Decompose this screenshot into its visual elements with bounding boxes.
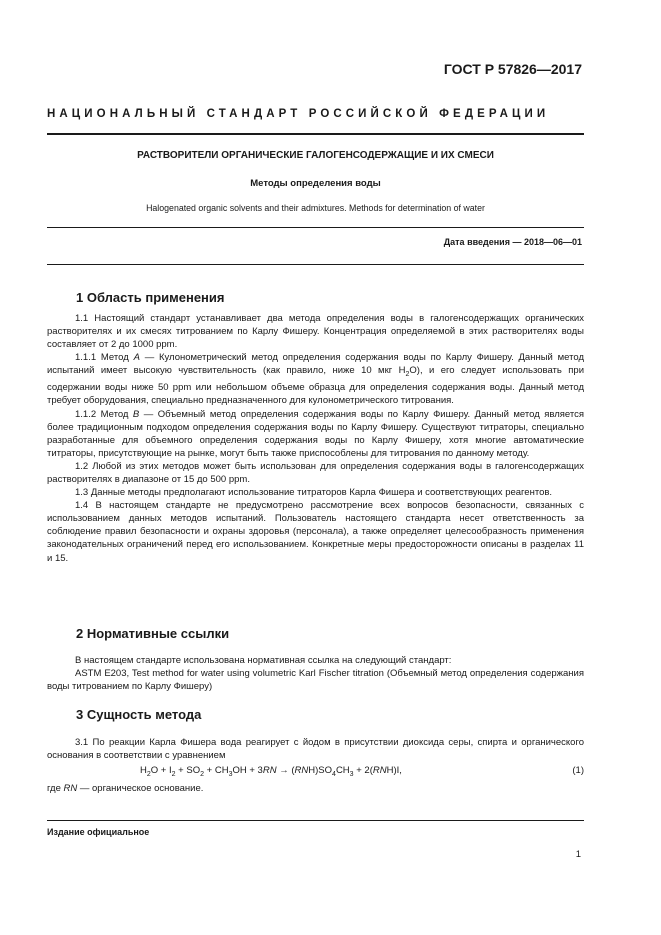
introduction-date: Дата введения — 2018—06—01	[443, 237, 582, 247]
method-letter-a: A	[133, 352, 140, 364]
page-number: 1	[575, 849, 581, 860]
where-text: — органическое основание.	[77, 783, 204, 794]
method-letter-b: B	[132, 408, 140, 420]
document-number: ГОСТ Р 57826—2017	[443, 61, 582, 77]
section-1-heading: 1 Область применения	[76, 290, 225, 305]
equation-number: (1)	[572, 765, 584, 776]
title-divider	[47, 227, 584, 228]
p2-sub: 2	[405, 371, 410, 379]
p2-c: O), и его следует использовать при содержании воды ниже 50 ppm или небольшом объеме образца для определения содержания воды. Данный метод требует оборудования, специально предназначенного для кулонометрического титрования.	[47, 365, 584, 407]
p2-a: 1.1.1 Метод	[75, 352, 134, 364]
p3-a: 1.1.2 Метод	[75, 408, 133, 420]
paragraph-1-1: 1.1 Настоящий стандарт устанавливает два метода определения воды в галогенсодержащих органических растворителях и их смесях титрованием по Карлу Фишеру. Концентрация определяемой в этих растворителях воды составляет от 2 до 1000 ppm.	[47, 313, 584, 351]
section-1-body	[47, 312, 584, 565]
standard-subtitle: Методы определения воды	[250, 178, 381, 189]
rn-symbol: RN	[63, 783, 78, 794]
footer-divider	[47, 820, 584, 821]
paragraph-2-2: ASTM E203, Test method for water using volumetric Karl Fischer titration (Объемный метод определения содержания воды титрованием по Карлу Фишеру)	[47, 668, 584, 693]
header-divider	[47, 133, 584, 135]
equation-body: $H_2O + I_2 + SO_2 + CH_3OH + 3RN \to (RNH)SO_4CH_3 + 2(RNH)I$,	[140, 765, 402, 778]
official-edition-label: Издание официальное	[47, 827, 150, 837]
date-divider	[47, 264, 584, 265]
p3-b: — Объемный метод определения содержания воды по Карлу Фишеру. Данный метод является более традиционным подходом определения содержания воды по Карлу Фишеру. Существуют титраторы, специально разработанные для объемного определения содержания воды по Карлу Фишеру, хотя многие автоматические титраторы, присутствующие на рынке, могут быть также приспособлены для титрования по данному методу.	[47, 408, 584, 459]
section-3-body	[47, 736, 584, 762]
paragraph-3-1: 3.1 По реакции Карла Фишера вода реагирует с йодом в присутствии диоксида серы, спирта и органического основания в соответствии с уравнением	[47, 737, 584, 762]
english-title: Halogenated organic solvents and their admixtures. Methods for determination of water	[146, 203, 485, 213]
p2-b: — Кулонометрический метод определения содержания воды по Карлу Фишеру. Данный метод испытаний имеет высокую чувствительность (как правило, ниже 10 мкг H	[47, 352, 584, 377]
section-2-heading: 2 Нормативные ссылки	[76, 626, 230, 641]
equation-where: где RN — органическое основание.	[47, 783, 204, 794]
section-3-heading: 3 Сущность метода	[76, 707, 202, 722]
paragraph-1-1-1	[47, 351, 584, 407]
paragraph-1-3: 1.3 Данные методы предполагают использование титраторов Карла Фишера и соответствующих реагентов.	[75, 487, 553, 499]
paragraph-1-4: 1.4 В настоящем стандарте не предусмотрено рассмотрение всех вопросов безопасности, связанных с использованием данных методов испытаний. Пользователь настоящего стандарта несет ответственность за соблюдение правил безопасности и охраны здоровья (персонала), а также определяет целесообразность применения законодательных ограничений перед его использованием. Конкретные меры предосторожности описаны в разделах 11 и 15.	[47, 500, 584, 564]
national-standard-heading: НАЦИОНАЛЬНЫЙ СТАНДАРТ РОССИЙСКОЙ ФЕДЕРАЦИИ	[47, 108, 550, 120]
section-2-body	[47, 654, 584, 693]
paragraph-1-2: 1.2 Любой из этих методов может быть использован для определения содержания воды в галогенсодержащих растворителях в диапазоне от 15 до 500 ppm.	[47, 460, 584, 486]
paragraph-2-1: В настоящем стандарте использована нормативная ссылка на следующий стандарт:	[75, 655, 452, 666]
standard-title: РАСТВОРИТЕЛИ ОРГАНИЧЕСКИЕ ГАЛОГЕНСОДЕРЖАЩИЕ И ИХ СМЕСИ	[137, 150, 494, 161]
paragraph-1-1-2	[47, 408, 584, 460]
